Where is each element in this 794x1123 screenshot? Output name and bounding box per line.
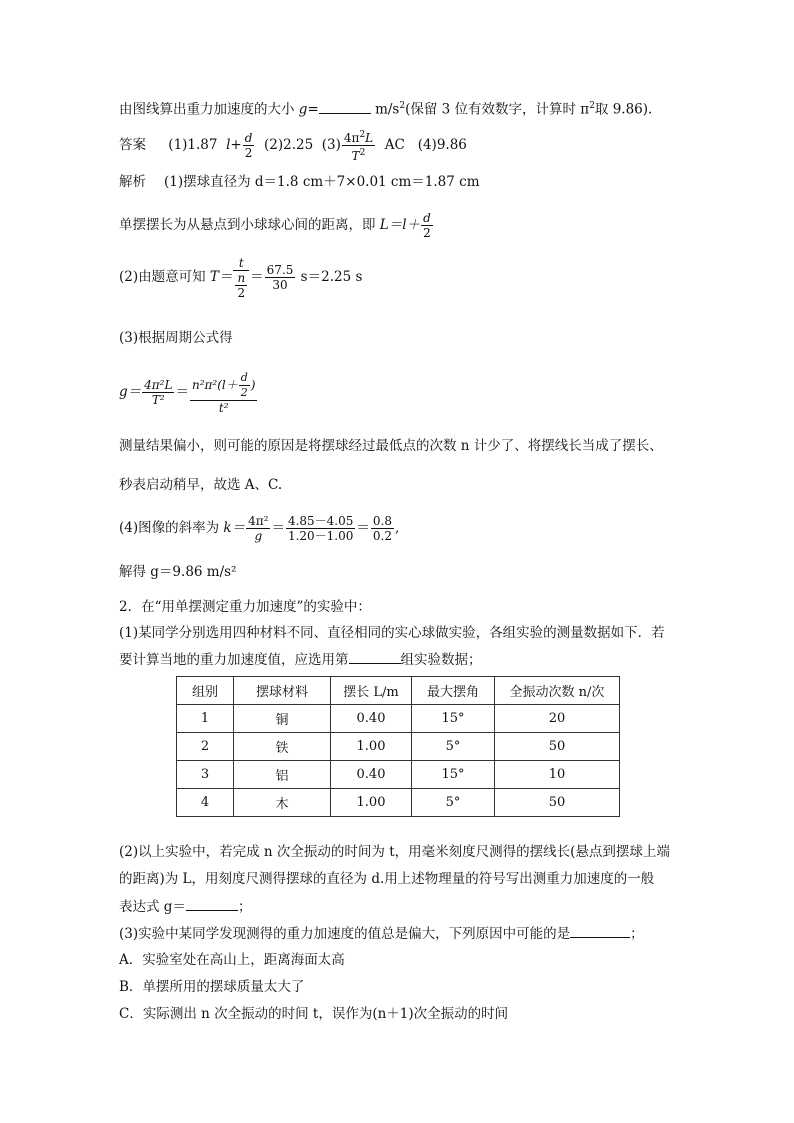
table-cell: 50 <box>495 789 620 817</box>
table-cell: 5° <box>412 789 495 817</box>
fraction-t-over-n-over-2: $\frac{t}{\frac{n}{2}}$ <box>233 256 249 300</box>
table-cell: 木 <box>234 789 331 817</box>
answer-line: 答案 (1)1.87 l+ $\frac{d}{2}$ (2)2.25 (3) $\frac{4\pi^2L}{T^2}$ AC (4)9.86 <box>119 130 467 163</box>
table-cell: 1.00 <box>331 733 412 761</box>
answer-label: 答案 <box>119 137 146 153</box>
analysis-line-2: 单摆摆长为从悬点到小球球心间的距离，即 L＝l＋ $\frac{d}{2}$ <box>119 211 431 240</box>
q2-part2-line-a: (2)以上实验中，若完成 n 次全振动的时间为 t，用毫米刻度尺测得的摆线长(悬点到摆球上端 <box>119 844 670 860</box>
table-cell: 4 <box>177 789 234 817</box>
table-cell: 15° <box>412 761 495 789</box>
q2-part3-line: (3)实验中某同学发现测得的重力加速度的值总是偏大，下列原因中可能的是 ； <box>119 926 644 942</box>
analysis-line-8: (4)图像的斜率为 k＝ $\frac{\text{4π²}}{g}$ ＝ $\frac{4.85-4.05}{1.20-1.00}$ ＝ $\frac{0.8}{0.2}$ , <box>119 514 400 543</box>
group-choice-blank[interactable] <box>349 650 401 664</box>
analysis-line-5: g＝ $\frac{\text{4π²L}}{\text{T²}}$ ＝ n²π²(l＋ $\frac{d}{2}$ ) t² <box>119 370 256 415</box>
table-header: 摆长 L/m <box>331 677 412 705</box>
fraction-d-over-2: $\frac{d}{2}$ <box>244 131 253 160</box>
table-header: 组别 <box>177 677 234 705</box>
table-cell: 0.40 <box>331 705 412 733</box>
analysis-line-6: 测量结果偏小，则可能的原因是将摆球经过最低点的次数 n 计少了、将摆线长当成了摆长、 <box>119 438 663 454</box>
fraction-g-formula: $\frac{4\pi^2L}{T^2}$ <box>343 130 374 163</box>
q2-part2-line-c: 表达式 g＝ ； <box>119 899 252 915</box>
q2-part1-line-a: (1)某同学分别选用四种材料不同、直径相同的实心球做实验，各组实验的测量数据如下．若 <box>119 625 665 641</box>
table-cell: 3 <box>177 761 234 789</box>
analysis-label: 解析 <box>119 174 146 190</box>
option-a: A．实验室处在高山上，距离海面太高 <box>119 952 345 968</box>
table-cell: 5° <box>412 733 495 761</box>
table-row <box>177 789 620 817</box>
table-cell: 0.40 <box>331 761 412 789</box>
table-cell: 50 <box>495 733 620 761</box>
q2-part2-line-b: 的距离)为 L，用刻度尺测得摆球的直径为 d.用上述物理量的符号写出测重力加速度的一般 <box>119 871 655 887</box>
option-b: B．单摆所用的摆球质量太大了 <box>119 979 305 995</box>
table-cell: 20 <box>495 705 620 733</box>
table-cell: 1 <box>177 705 234 733</box>
table-cell: 铁 <box>234 733 331 761</box>
table-row <box>177 705 620 733</box>
table-header-row <box>177 677 620 705</box>
analysis-line-3: (2)由题意可知 T＝ $\frac{t}{\frac{n}{2}}$ ＝ $\frac{67.5}{30}$ s＝2.25 s <box>119 255 363 300</box>
reason-blank[interactable] <box>570 924 630 938</box>
q2-title: 2．在“用单摆测定重力加速度”的实验中： <box>119 599 371 615</box>
q1-final-line: 由图线算出重力加速度的大小 $g= m/s^2$(保留 3 位有效数字，计算时 $\pi^2$取 9.86). <box>119 101 653 118</box>
table-cell: 15° <box>412 705 495 733</box>
experiment-data-table <box>176 676 620 817</box>
table-cell: 1.00 <box>331 789 412 817</box>
answer-blank[interactable] <box>319 100 371 114</box>
analysis-line-9: 解得 g＝9.86 m/s² <box>119 564 237 580</box>
analysis-line-1: 解析 (1)摆球直径为 d＝1.8 cm＋7×0.01 cm＝1.87 cm <box>119 174 480 190</box>
table-header: 摆球材料 <box>234 677 331 705</box>
analysis-line-4: (3)根据周期公式得 <box>119 330 233 346</box>
table-cell: 铜 <box>234 705 331 733</box>
analysis-line-7: 秒表启动稍早，故选 A、C. <box>119 477 283 493</box>
table-cell: 铝 <box>234 761 331 789</box>
formula-blank[interactable] <box>186 897 238 911</box>
option-c: C．实际测出 n 次全振动的时间 t，误作为(n＋1)次全振动的时间 <box>119 1006 509 1022</box>
table-cell: 2 <box>177 733 234 761</box>
table-cell: 10 <box>495 761 620 789</box>
table-header: 全振动次数 n/次 <box>495 677 620 705</box>
q2-part1-line-b: 要计算当地的重力加速度值，应选用第 组实验数据； <box>119 652 482 668</box>
table-row <box>177 761 620 789</box>
table-header: 最大摆角 <box>412 677 495 705</box>
table-row <box>177 733 620 761</box>
